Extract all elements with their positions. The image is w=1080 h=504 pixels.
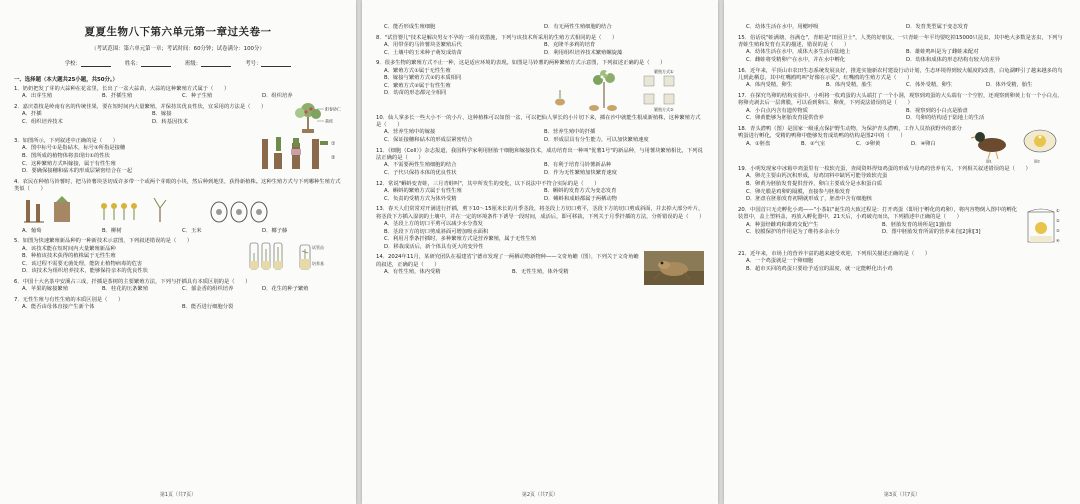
question-6: 6．中国十大名茶中安溪占三成，扦插是茶树的主要繁殖方法，下列与扦插具有本质区别的是（ ） xyxy=(14,278,251,285)
question-4-options: A．葡萄 B．柳树 C．玉米 D．椰子藤 xyxy=(22,227,288,234)
page-footer: 第3页（共7页） xyxy=(883,492,921,498)
question-7: 7．无性生殖与有性生殖的本质区别是（ ） xyxy=(14,296,124,303)
question-18-options: A．①胚盘 B．②气室 C．③卵黄 D．④卵白 xyxy=(746,140,936,147)
question-14-options: A．有性生殖，体内受精 B．无性生殖，体外受精 xyxy=(384,269,569,276)
incubator-label-2: ② xyxy=(1056,217,1060,223)
question-3-options: A．图中标号①是指砧木，标号②所指是接穗 B．图所成的植物体将表现出①的性状 C．这种繁殖方式叫嫁接，属于有性生殖 D．要确保接穗和砧木的形成层紧密结合在一起 xyxy=(22,145,133,175)
question-15-options: A．幼体生活在水中，成体大多生活在陆地上 B．雄蛙鸣叫是为了雌蛙来配对 C．雌蛙将受精卵产在水中，并在水中孵化 D．幼体和成体的形态结构有较大的差异 xyxy=(746,49,1001,63)
question-3-block xyxy=(14,135,342,176)
culture-label-2: 培养基 xyxy=(312,261,324,267)
culture-label-1: 试管苗 xyxy=(312,245,324,251)
question-9-block xyxy=(376,68,704,112)
question-21: 21．近年来，市场上的营养丰富的越来越受欢迎，下列相关描述正确的是（ ） xyxy=(738,250,931,257)
question-2: 2．嘉庆荔枝是岭南有名的传统佳果，要在短时间内大量繁殖，并保持其优良性状，宜采用的方法是（ ） xyxy=(14,104,267,110)
question-1: 1．奶奶把发了芽的大蒜种在花盆里，长出了一盆大蒜苗，大蒜的这种繁殖方式属于（ ） xyxy=(14,86,230,92)
question-5: 5．如图为快速繁殖新品种的一种新技术示意图，下列叙述错误的是（ ） xyxy=(14,238,193,245)
question-8: 8．"试管婴儿"技术是解决男女不孕的一项有效措施，下列与该技术所采用的生殖方式相同的是（ ） xyxy=(376,34,618,41)
page-footer: 第2页（共7页） xyxy=(521,492,559,498)
question-11: 11．《细胞（Cell）》杂志报道，我国科学家利用胚胎干细胞和嫁接技术，成功培育出一种叫"优薯1号"的新品种，与用薯块繁殖相比，下列说法正确的是（ ） xyxy=(376,147,703,161)
section-heading: 一、选择题（本大题共25小题，共50分。） xyxy=(14,77,118,83)
info-school: 学校： xyxy=(65,59,111,67)
incubator-label-3: ③ xyxy=(1056,227,1060,233)
question-18: 18．青头潜鸭（图）是国家一级重点保护野生动物，为保护青头潜鸭，工作人员拾获野外的部分鸭蛋进行孵化，受精的鸭卵中能够发育成幼鸭的结构是图2中的（ ） xyxy=(738,126,962,140)
question-19: 19．小明发现家中冰箱中鸡蛋里有一枚软壳蛋，查阅资料得知鸡蛋的形成与母鸡的营养有关，下列相关叙述错误的是（ ） xyxy=(738,166,1031,172)
exam-page-1 xyxy=(0,0,356,504)
question-10: 10．仙人掌多长一些大小不一的小片，这种植株可以如图一盆，可以把仙人掌长的小片切下来，插在沙中就能生根成新植株，这种繁殖方式是（ ） xyxy=(376,114,701,128)
question-5-options: A．该技术能在短时间内大量繁殖新品种 B．种植该技术获得的植株属于无性生殖 C．该过程不需要无菌处理，能防止植物病毒的危害 D．该技术为组织培养技术，能够保持亲本的优良性状 xyxy=(22,245,148,275)
info-class: 班级： xyxy=(185,59,231,67)
exam-title: 夏夏生物八下第六单元第一章过关卷一 xyxy=(84,26,272,38)
horned-toad-photo xyxy=(644,251,704,285)
question-7-options-cont: C．能否形成生殖细胞 D．有无两性生殖细胞的结合 xyxy=(384,24,612,30)
question-21-options: A．一个鸡蛋就是一个卵细胞 B．超市买回的鸡蛋只要给予适宜的温度，就一定能孵化出小鸡 xyxy=(746,258,893,272)
exam-page-3 xyxy=(724,0,1080,504)
question-12-options: A．蝌蚪的繁殖方式属于有性生殖 B．蝌蚪的发育方式为变态发育 C．负责的受精方式为体外受精 D．蝌蚪和成蛙都属于两栖动物 xyxy=(384,188,617,202)
question-20-block xyxy=(738,204,1066,248)
question-13: 13．春天人们常常对开满进行扦插，剪下10～15厘米长的月季茎段，将茎段上方切口剪平，茎段下方的切口剪成斜面，并去掉大部分叶片，将茎段下方插入湿润的土壤中，并在一定的环境条件下诱导一段时间，成活后，即可移栽，下列关于月季扦插的方法，分析错误的是（ ） xyxy=(376,206,705,220)
question-11-options: A．不需要两性生殖细胞的结合 B．有利于培育马铃薯新品种 C．子代只保持本体的优良性状 D．作为无性繁殖加快繁育速度 xyxy=(384,162,617,176)
question-16: 16．近年来，平顶山市农田生态系统发展良好，推进实施新农村建设行动计划，生态环境得到较大幅度的改善，白龟湖畔引了越来越多的鸟儿到此栖息，其中红嘴鸥鸣叫"好像在示爱"，红嘴鸥的生殖方式是（ ） xyxy=(738,67,1063,81)
potato-label-2: 繁殖方式② xyxy=(654,106,674,112)
question-10-options: A．营养生殖中的嫁接 B．营养生殖中的扦插 C．保证接穗和砧木的形成层紧密结合 D．形成层具有分生能力，可以加快繁殖速度 xyxy=(384,129,649,143)
potato-label-1: 繁殖方式① xyxy=(654,68,674,74)
question-14: 14．2024年11月，某研究团队在福建省宁德市发现了一两栖动物新物种——文奇角蟾（图），下列关于文奇角蟾的叙述，正确的是（ ） xyxy=(376,254,639,268)
question-20: 20．中国首只无壳孵化小鸡——"小茶缸"诞生的大致过程是：打开鸡蛋（即用于孵化的鸡卵），将内容物倒入图中的孵化装置中，盖上塑料盖，再放入孵化器中，21天后，小鸡破壳而出，下列描述中正确的是（ ） xyxy=(738,206,1018,221)
question-8-options: A．用带芽的马铃薯块茎繁殖后代 B．克隆羊多莉的培育 C．土壤中的玉米种子萌发成幼苗 D．利用组织培养技术繁殖螺旋藻 xyxy=(384,42,623,56)
question-14-block xyxy=(376,251,704,285)
lychee-label-2: 荔枝 xyxy=(325,118,333,124)
info-number: 考号： xyxy=(245,59,291,67)
question-12: 12．常说"蝌蚪变青蛙，三月青蛙叫"，其中所发生的变化，以下说法中不符合实际的是（ ） xyxy=(376,180,600,187)
question-2-options: A．扦插 B．嫁接 C．组织培养技术 D．转基因技术 xyxy=(22,111,188,125)
student-info-row xyxy=(14,59,342,67)
question-6-options: A．苹果的嫁接繁殖 B．桂花的压条繁殖 C．郁金香的组织培养 D．花生的种子繁殖 xyxy=(22,286,309,293)
grafting-figure xyxy=(256,135,342,176)
duck-and-egg-figure xyxy=(970,123,1066,163)
question-2-block xyxy=(14,101,342,135)
question-17: 17．在探究鸟卵的结构实验中，小明将一枚鸡蛋的大头端打了一个小洞，观察到鸡蛋的大头端有一个空腔，还观察到卵黄上有一个小白点，将卵壳剥去后一层薄膜，可以看到卵白、卵黄，下列说法错误的是（ ） xyxy=(738,93,1063,107)
incubator-label-4: ④ xyxy=(1056,237,1060,243)
info-name: 姓名： xyxy=(125,59,171,67)
fig2-label: 图2 xyxy=(1034,159,1040,163)
fig1-label: 图1 xyxy=(986,159,992,163)
question-15: 15．俗话说"蛙满塘，谷满仓"，青蛙是"田园卫士"，人类的好朋友，一只青蛙一年平均要吃掉15000只昆虫，其中绝大多数是害虫，下列与青蛙生殖和发育有关的描述，错误的是（ ） xyxy=(738,34,1063,48)
question-4: 4．农民在种植马铃薯时，把马铃薯块茎切成许多带一个或两个芽眼的小块，然后种到地里，获得新植株。这种生殖方式与下列哪种生殖方式类似（ ） xyxy=(14,178,341,193)
question-16-options: A．体内受精，卵生 B．体内受精，胎生 C．体外受精，卵生 D．体外受精，胎生 xyxy=(746,82,1033,89)
exam-page-2 xyxy=(362,0,718,504)
exam-scope: （考试范围：第六单元第一章；考试时间：60分钟；试卷满分：100分） xyxy=(91,46,265,52)
question-4-figures xyxy=(14,194,342,228)
question-14-options-cont: C．幼体生活在水中，用鳃呼吸 D．发育类型属于变态发育 xyxy=(746,24,969,30)
question-13-options: A．茎段上方的切口平剪可以减少水分蒸发 B．茎段下方的切口剪成斜面可增加吸水面积 C．利用月季条扦插时，多种繁殖方式是营养繁殖，属于无性生殖 D．移栽成活后，新个体具有更大的变异性 xyxy=(384,221,537,250)
graft-label-2: ② xyxy=(331,155,336,161)
graft-label-1: ① xyxy=(331,141,336,147)
tissue-culture-figure xyxy=(246,235,342,276)
question-1-options: A．出芽生殖 B．扦插生殖 C．种子生殖 D．组织培养 xyxy=(22,93,293,100)
question-18-block xyxy=(738,123,1066,163)
lychee-plant-figure xyxy=(286,101,342,135)
question-3: 3．如图所示，下列叙述中正确的是（ ） xyxy=(14,138,119,144)
question-20-options: A．种蛋经雌鸡和雄鸡交配产生 B．胚胎发育的场所是[1]胎盘 C．胶膜保护的作用是为了维持多余水分 D．图中胚胎发育所需的营养来自[2]和[3] xyxy=(746,221,981,236)
question-17-options: A．小白点内含有遗传物质 B．视察到的小白点是胎盘 C．卵黄能够为胚胎发育提供营养 D．鸟卵的结构适于陆地上的生活 xyxy=(746,107,985,122)
question-19-options: A．卵壳主要由钙沉积形成，母鸡饲料中缺钙可能导致软壳蛋 B．卵黄为胚胎发育提供营养，卵白主要成分是水和蛋白质 C．卵壳膜是鸡卵的隔膜，直接参与胚胎发育 D．胚盘在胚胎发育初期就形成了，胚盘中含有细胞核 xyxy=(746,173,888,203)
shellless-incubation-figure xyxy=(1022,204,1066,248)
potato-reproduction-figure xyxy=(554,68,704,112)
question-7-options: A．能否由母体直接产生新个体 B．能否进行细胞分裂 xyxy=(22,304,234,311)
lychee-label-1: 阳春砂仁 xyxy=(325,106,341,112)
page-footer: 第1页（共7页） xyxy=(159,492,197,498)
question-5-block xyxy=(14,235,342,276)
incubator-label-1: ① xyxy=(1056,207,1060,213)
question-9-options: A．繁殖方式①属于无性生殖 B．嫁接与繁殖方式②的本质相同 C．繁殖方式②属于有性生殖 D．幼苗的形态都完全相同 xyxy=(384,67,462,97)
question-9: 9．很多生物的繁殖方式不止一种，这是适应环境的表现。如图是马铃薯的两种繁殖方式示意图，下列叙述正确的是（ ） xyxy=(376,60,666,67)
